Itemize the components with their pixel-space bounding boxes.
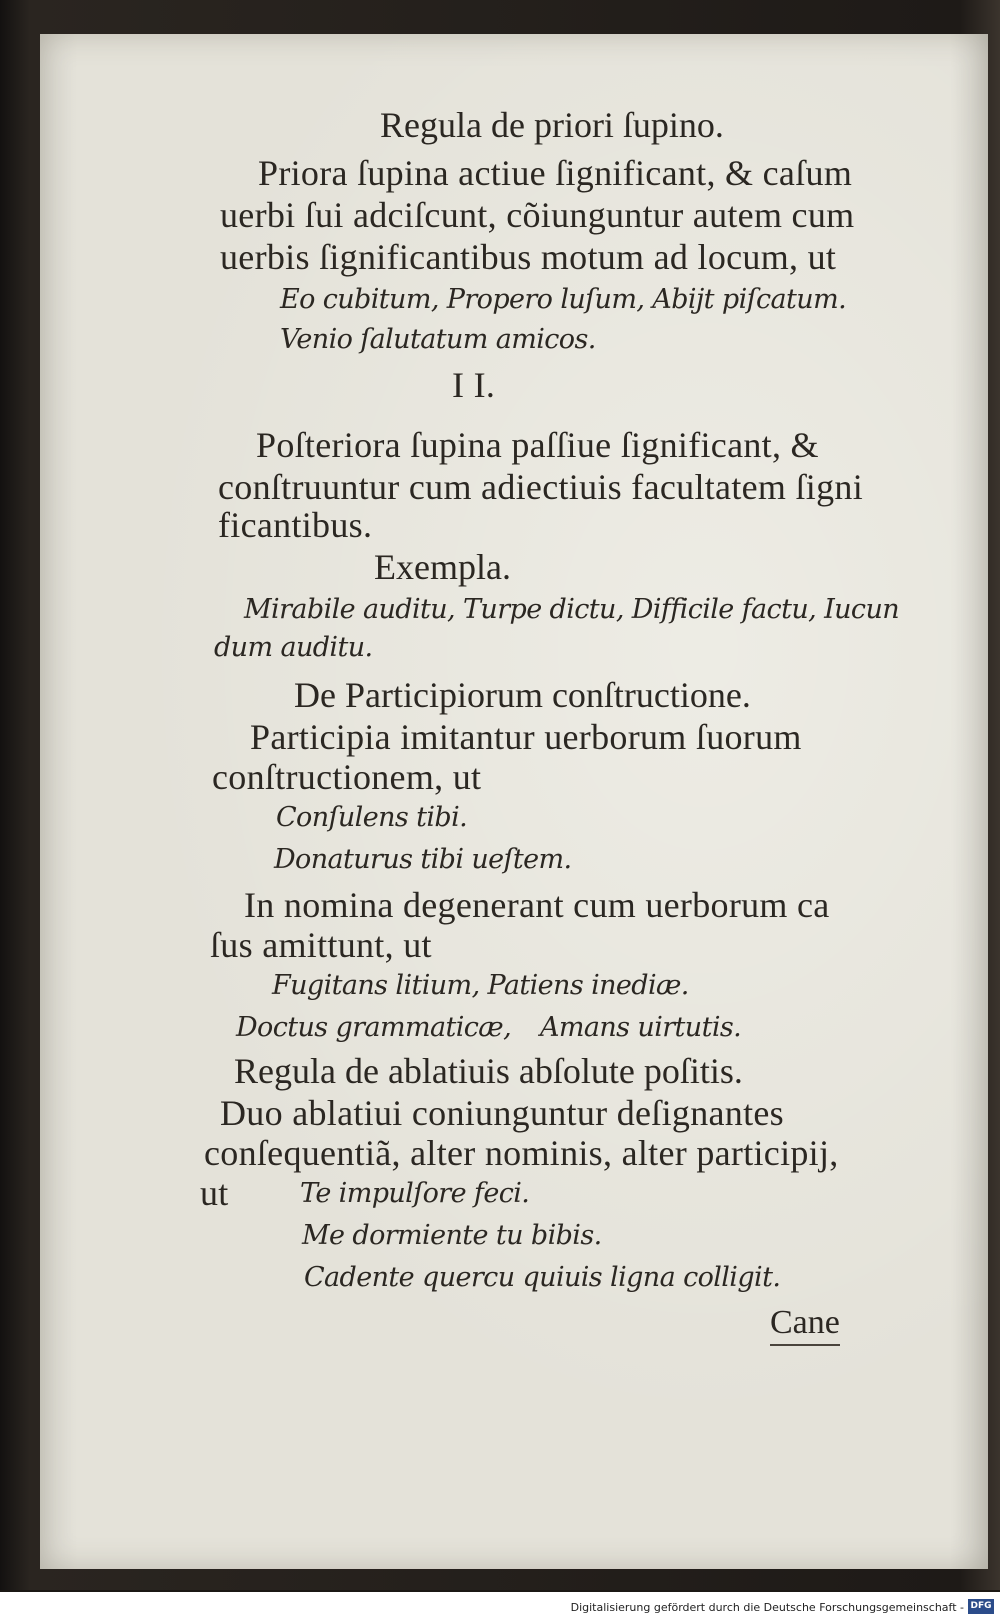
text-line: Participia imitantur uerborum ſuorum: [250, 717, 802, 757]
text-line: Duo ablatiui coniunguntur deſignantes: [220, 1093, 784, 1133]
dfg-credit: Digitalisierung gefördert durch die Deutsche Forschungsgemeinschaft -: [570, 1601, 964, 1614]
text-line: conſequentiã, alter nominis, alter participij,: [204, 1133, 839, 1173]
example-line: Me dormiente tu bibis.: [302, 1220, 602, 1251]
heading-ablatiuis: Regula de ablatiuis abſolute poſitis.: [234, 1051, 743, 1091]
example-line: Doctus grammaticæ,: [236, 1012, 512, 1043]
text-line: Priora ſupina actiue ſignificant, & caſum: [258, 153, 853, 193]
example-line: Venio ſalutatum amicos.: [280, 324, 596, 355]
text-line: conſtruuntur cum adiectiuis facultatem ſigni: [218, 467, 864, 507]
book-page: [40, 34, 988, 1569]
example-line: Eo cubitum, Propero luſum, Abijt piſcatum.: [280, 284, 847, 315]
text-line: uerbis ſignificantibus motum ad locum, ut: [220, 237, 837, 277]
example-line: dum auditu.: [214, 632, 373, 663]
text-line: uerbi ſui adciſcunt, cõiunguntur autem cum: [220, 195, 855, 235]
heading-exempla: Exempla.: [374, 547, 511, 587]
text-line: ficantibus.: [218, 505, 373, 545]
dfg-logo: DFG: [968, 1599, 994, 1614]
digitization-footer: [0, 1592, 1000, 1622]
heading-participiorum: De Participiorum conſtructione.: [294, 675, 751, 715]
text-line: Poſteriora ſupina paſſiue ſignificant, &: [256, 425, 819, 465]
text-line: ut: [200, 1173, 229, 1213]
text-line: In nomina degenerant cum uerborum ca: [244, 885, 830, 925]
example-line: Te impulſore feci.: [300, 1178, 530, 1209]
example-line: Mirabile auditu, Turpe dictu, Difficile factu, Iucun: [244, 594, 900, 625]
text-line: conſtructionem, ut: [212, 757, 482, 797]
example-line: Cadente quercu quiuis ligna colligit.: [304, 1262, 781, 1293]
example-line: Conſulens tibi.: [276, 802, 468, 833]
example-line: Donaturus tibi ueſtem.: [274, 844, 572, 875]
section-number: I I.: [452, 365, 496, 405]
text-line: ſus amittunt, ut: [210, 925, 432, 965]
catchword: Cane: [770, 1304, 840, 1346]
example-line: Fugitans litium, Patiens inediæ.: [272, 970, 689, 1001]
example-line: Amans uirtutis.: [540, 1012, 742, 1043]
heading-priori-supino: Regula de priori ſupino.: [380, 105, 724, 145]
